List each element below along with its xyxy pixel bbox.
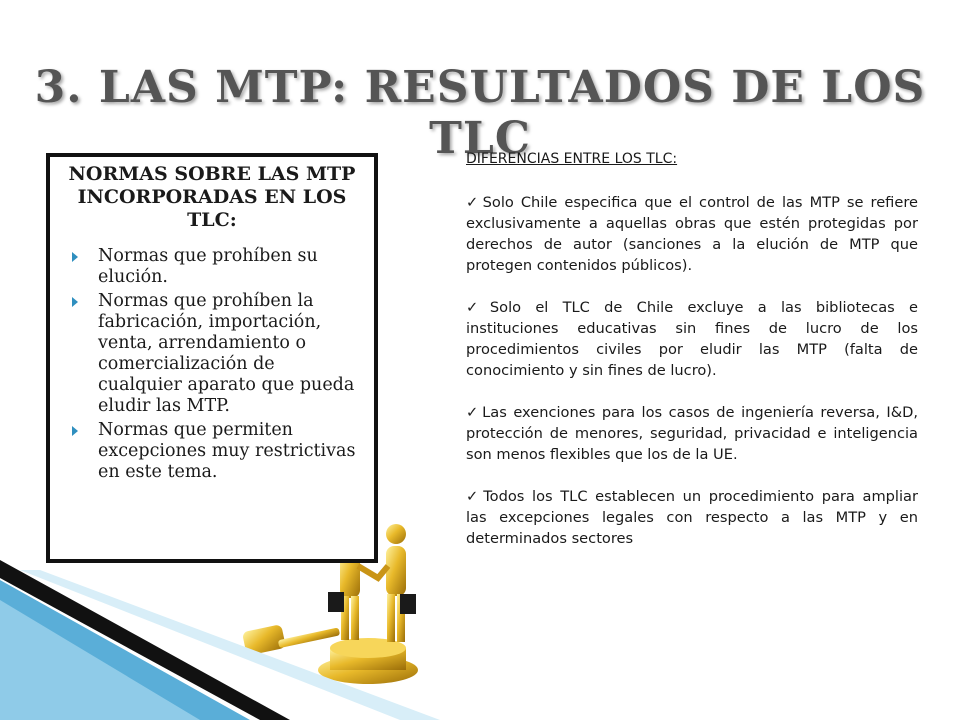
- slide-title: 3. LAS MTP: RESULTADOS DE LOS TLC: [34, 62, 926, 164]
- differences-heading: DIFERENCIAS ENTRE LOS TLC:: [466, 151, 678, 167]
- difference-paragraph: [466, 297, 918, 381]
- difference-text: Todos los TLC establecen un procedimiento para ampliar las excepciones legales con respecto a las MTP y en determinados sectores: [466, 488, 918, 547]
- checkmark-icon: ✓: [466, 299, 488, 316]
- differences-column: [466, 149, 918, 570]
- norms-list: [62, 246, 364, 483]
- checkmark-icon: ✓: [466, 194, 481, 211]
- norms-box-heading: NORMAS SOBRE LAS MTP INCORPORADAS EN LOS TLC:: [68, 163, 356, 231]
- triangle-bullet-icon: [72, 426, 78, 436]
- list-item-text: Normas que permiten excepciones muy restrictivas en este tema.: [98, 420, 356, 482]
- list-item: [62, 246, 364, 288]
- checkmark-icon: ✓: [466, 404, 481, 421]
- triangle-bullet-icon: [72, 297, 78, 307]
- difference-paragraph: [466, 402, 918, 465]
- list-item: [62, 291, 364, 417]
- difference-paragraph: [466, 192, 918, 276]
- triangle-bullet-icon: [72, 252, 78, 262]
- list-item-text: Normas que prohíben la fabricación, importación, venta, arrendamiento o comercialización de cualquier aparato que pueda eludir las MTP.: [98, 291, 355, 416]
- difference-text: Las exenciones para los casos de ingeniería reversa, I&D, protección de menores, seguridad, privacidad e inteligencia son menos flexibles que los de la UE.: [466, 404, 918, 463]
- difference-text: Solo el TLC de Chile excluye a las bibliotecas e instituciones educativas sin fines de lucro de los procedimientos civiles por eludir las MTP (falta de conocimiento y sin fines de lucro).: [466, 299, 919, 379]
- decorative-stripes: [0, 560, 460, 720]
- checkmark-icon: ✓: [466, 488, 482, 505]
- list-item: [62, 420, 364, 483]
- list-item-text: Normas que prohíben su elución.: [98, 246, 318, 287]
- difference-paragraph: [466, 486, 918, 549]
- norms-box: [46, 153, 378, 563]
- difference-text: Solo Chile especifica que el control de las MTP se refiere exclusivamente a aquellas obras que estén protegidas por derechos de autor (sanciones a la elución de MTP que protegen contenidos públicos).: [466, 194, 918, 274]
